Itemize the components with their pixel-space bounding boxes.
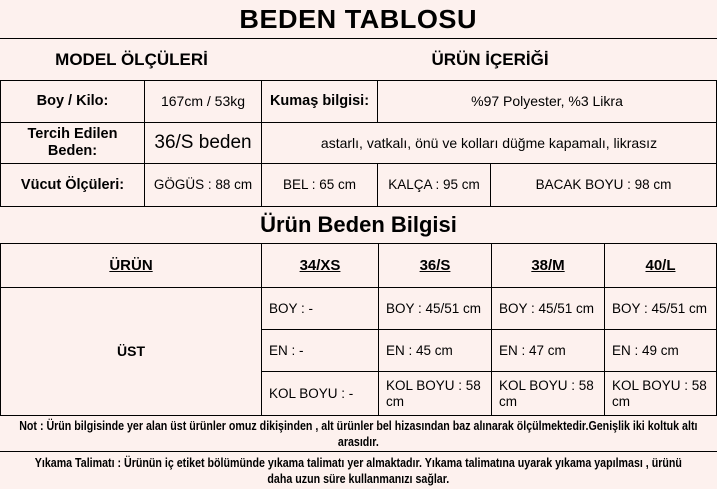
model-olculeri-header: MODEL ÖLÇÜLERİ <box>55 49 208 69</box>
tercih-beden-value: 36/S beden <box>145 123 262 164</box>
boy-kilo-value: 167cm / 53kg <box>145 81 262 123</box>
size-header-urun: ÜRÜN <box>1 244 262 288</box>
gogus-value: GÖGÜS : 88 cm <box>145 164 262 206</box>
size-header-36s: 36/S <box>379 244 492 288</box>
size-cell-en-40l: EN : 49 cm <box>605 330 716 372</box>
size-cell-boy-36s: BOY : 45/51 cm <box>379 288 492 330</box>
size-cell-kol-40l: KOL BOYU : 58 cm <box>612 377 707 409</box>
product-description: astarlı, vatkalı, önü ve kolları düğme kapamalı, likrasız <box>262 123 716 164</box>
product-type-cell: ÜST <box>1 288 262 415</box>
size-section-title: Ürün Beden Bilgisi <box>260 212 457 237</box>
size-cell-en-34xs: EN : - <box>262 330 379 372</box>
column-headers <box>0 39 717 80</box>
bel-value: BEL : 65 cm <box>262 164 378 206</box>
kalca-value: KALÇA : 95 cm <box>378 164 491 206</box>
size-cell-boy-34xs: BOY : - <box>262 288 379 330</box>
size-header-34xs: 34/XS <box>262 244 379 288</box>
size-cell-kol-34xs: KOL BOYU : - <box>262 372 379 415</box>
measurement-note-line1: Not : Ürün bilgisinde yer alan üst ürünler omuz dikişinden , alt ürünler bel hizasından baz alınarak ölçülmektedir.Genişlik iki koltuk altı <box>19 418 698 433</box>
washing-note-line1: Yıkama Talimatı : Ürünün iç etiket bölümünde yıkama talimatı yer almaktadır. Yıkama talimatına uyarak yıkama yapılması , ürünü <box>34 455 682 470</box>
kumas-bilgisi-label: Kumaş bilgisi: <box>262 81 378 123</box>
bacak-boyu-value: BACAK BOYU : 98 cm <box>535 177 672 193</box>
size-cell-kol-36s: KOL BOYU : 58 cm <box>379 372 492 415</box>
washing-note <box>0 452 717 489</box>
size-cell-boy-40l: BOY : 45/51 cm <box>605 288 716 330</box>
kumas-bilgisi-value: %97 Polyester, %3 Likra <box>378 81 716 123</box>
size-cell-kol-38m: KOL BOYU : 58 cm <box>492 372 605 415</box>
size-header-38m: 38/M <box>492 244 605 288</box>
size-cell-en-36s: EN : 45 cm <box>379 330 492 372</box>
measurement-note <box>0 416 717 452</box>
size-table <box>0 243 717 416</box>
size-cell-en-38m: EN : 47 cm <box>492 330 605 372</box>
measurement-note-line2: arasıdır. <box>337 434 379 449</box>
size-header-40l: 40/L <box>605 244 716 288</box>
tercih-beden-label: Tercih Edilen Beden: <box>1 123 145 164</box>
vucut-olculeri-label: Vücut Ölçüleri: <box>1 164 145 206</box>
washing-note-line2: daha uzun süre kullanmanızı sağlar. <box>267 471 450 486</box>
size-cell-boy-38m: BOY : 45/51 cm <box>492 288 605 330</box>
model-info-table <box>0 80 717 207</box>
urun-icerigi-header: ÜRÜN İÇERİĞİ <box>431 49 549 69</box>
title-bar <box>0 0 717 39</box>
page-title: BEDEN TABLOSU <box>239 3 478 34</box>
boy-kilo-label: Boy / Kilo: <box>1 81 145 123</box>
